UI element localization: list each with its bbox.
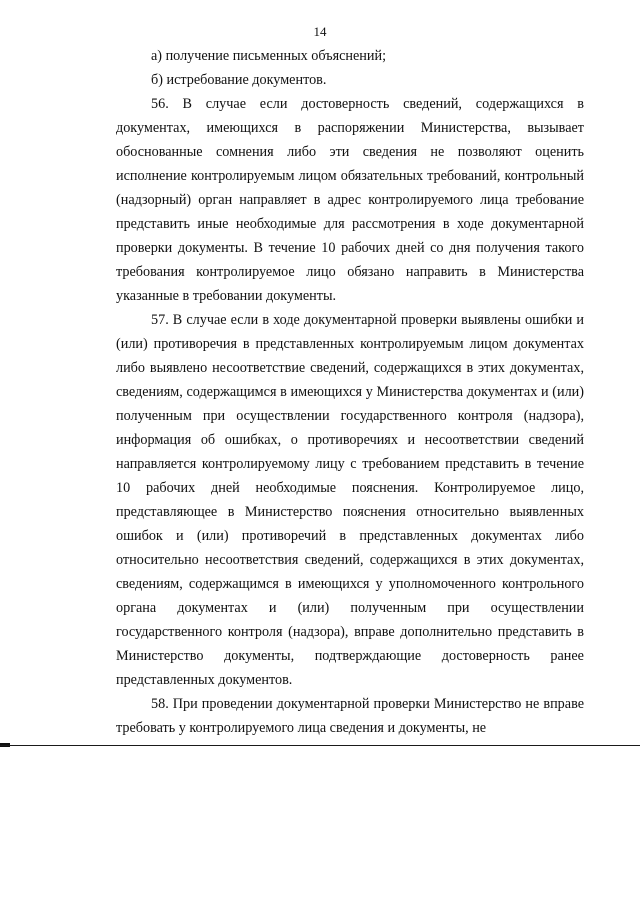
page-number: 14 [313,24,327,39]
list-item-b: б) истребование документов. [151,72,327,88]
document-body [116,44,584,740]
list-item-a: а) получение письменных объяснений; [151,48,387,64]
scan-divider-line [0,745,640,746]
paragraph-57: 57. В случае если в ходе документарной проверки выявлены ошибки и (или) противоречия в представленных контролируемым лицом документах либо выявлено несоответствие сведений, содержащихся в этих документах, сведениям, содержащимся в имеющихся у Министерства документах и (или) полученным при осуществлении государственного контроля (надзора), информация об ошибках, о противоречиях и несоответствии сведений направляется контролируемому лицу с требованием представить в течение 10 рабочих дней необходимые пояснения. Контролируемое лицо, представляющее в Министерство пояснения относительно выявленных ошибок и (или) противоречий в представленных документах либо относительно несоответствия сведений, содержащихся в этих документах, сведениям, содержащимся в имеющихся у уполномоченного контрольного органа документах и (или) полученным при осуществлении государственного контроля (надзора), вправе дополнительно представить в Министерство документы, подтверждающие достоверность ранее представленных документов. [116,312,584,688]
paragraph-58: 58. При проведении документарной проверки Министерство не вправе требовать у контролируемого лица сведения и документы, не [116,696,584,736]
paragraph-56: 56. В случае если достоверность сведений, содержащихся в документах, имеющихся в распоряжении Министерства, вызывает обоснованные сомнения либо эти сведения не позволяют оценить исполнение контролируемым лицом обязательных требований, контрольный (надзорный) орган направляет в адрес контролируемого лица требование представить иные необходимые для рассмотрения в ходе документарной проверки документы. В течение 10 рабочих дней со дня получения такого требования контролируемое лицо обязано направить в Министерства указанные в требовании документы. [116,96,584,304]
